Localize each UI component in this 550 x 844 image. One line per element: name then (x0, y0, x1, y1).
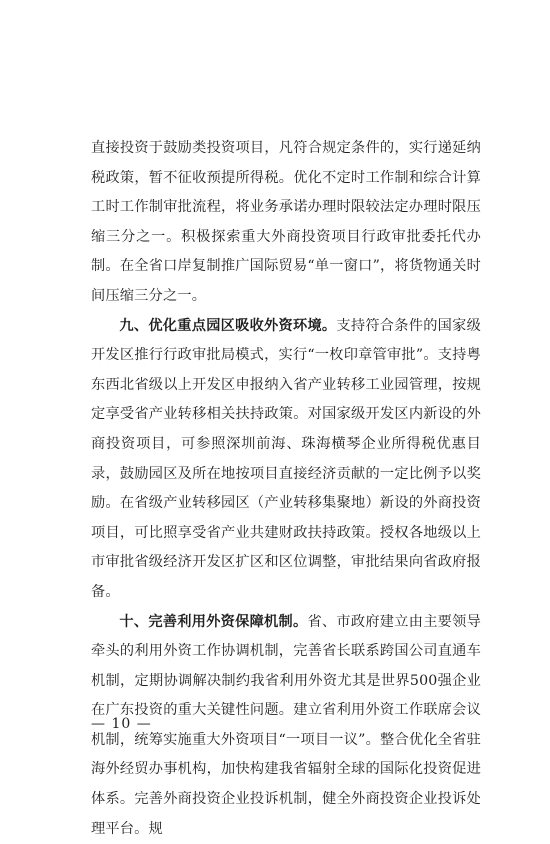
section-9-body: 支持符合条件的国家级开发区推行行政审批局模式，实行“一枚印章管审批”。支持粤东西北省级以上开发区申报纳入省产业转移工业园管理，按规定享受省产业转移相关扶持政策。对国家级开发区内新设的外商投资项目，可参照深圳前海、珠海横琴企业所得税优惠目录，鼓励园区及所在地按项目直接经济贡献的一定比例予以奖励。在省级产业转移园区（产业转移集聚地）新设的外商投资项目，可比照享受省产业共建财政扶持政策。授权各地级以上市审批省级经济开发区扩区和区位调整，审批结果向省政府报备。 (91, 318, 481, 600)
paragraph-continuation: 直接投资于鼓励类投资项目，凡符合规定条件的，实行递延纳税政策，暂不征收预提所得税。优化不定时工作制和综合计算工时工作制审批流程，将业务承诺办理时限较法定办理时限压缩三分之一。积极探索重大外商投资项目行政审批委托代办制。在全省口岸复制推广国际贸易“单一窗口”，将货物通关时间压缩三分之一。 (91, 134, 481, 312)
section-10-heading: 十、完善利用外资保障机制。 (119, 614, 307, 630)
section-10-body: 省、市政府建立由主要领导牵头的利用外资工作协调机制，完善省长联系跨国公司直通车机制，定期协调解决制约我省利用外资尤其是世界500强企业在广东投资的重大关键性问题。建立省利用外资工作联席会议机制，统筹实施重大外资项目“一项目一议”。整合优化全省驻海外经贸办事机构，加快构建我省辐射全球的国际化投资促进体系。完善外商投资企业投诉机制，健全外商投资企业投诉处理平台。规 (91, 614, 481, 837)
body-text (91, 134, 481, 844)
paragraph-section-9 (91, 312, 481, 608)
page-number: — 10 — (91, 716, 152, 732)
section-9-heading: 九、优化重点园区吸收外资环境。 (119, 318, 336, 334)
